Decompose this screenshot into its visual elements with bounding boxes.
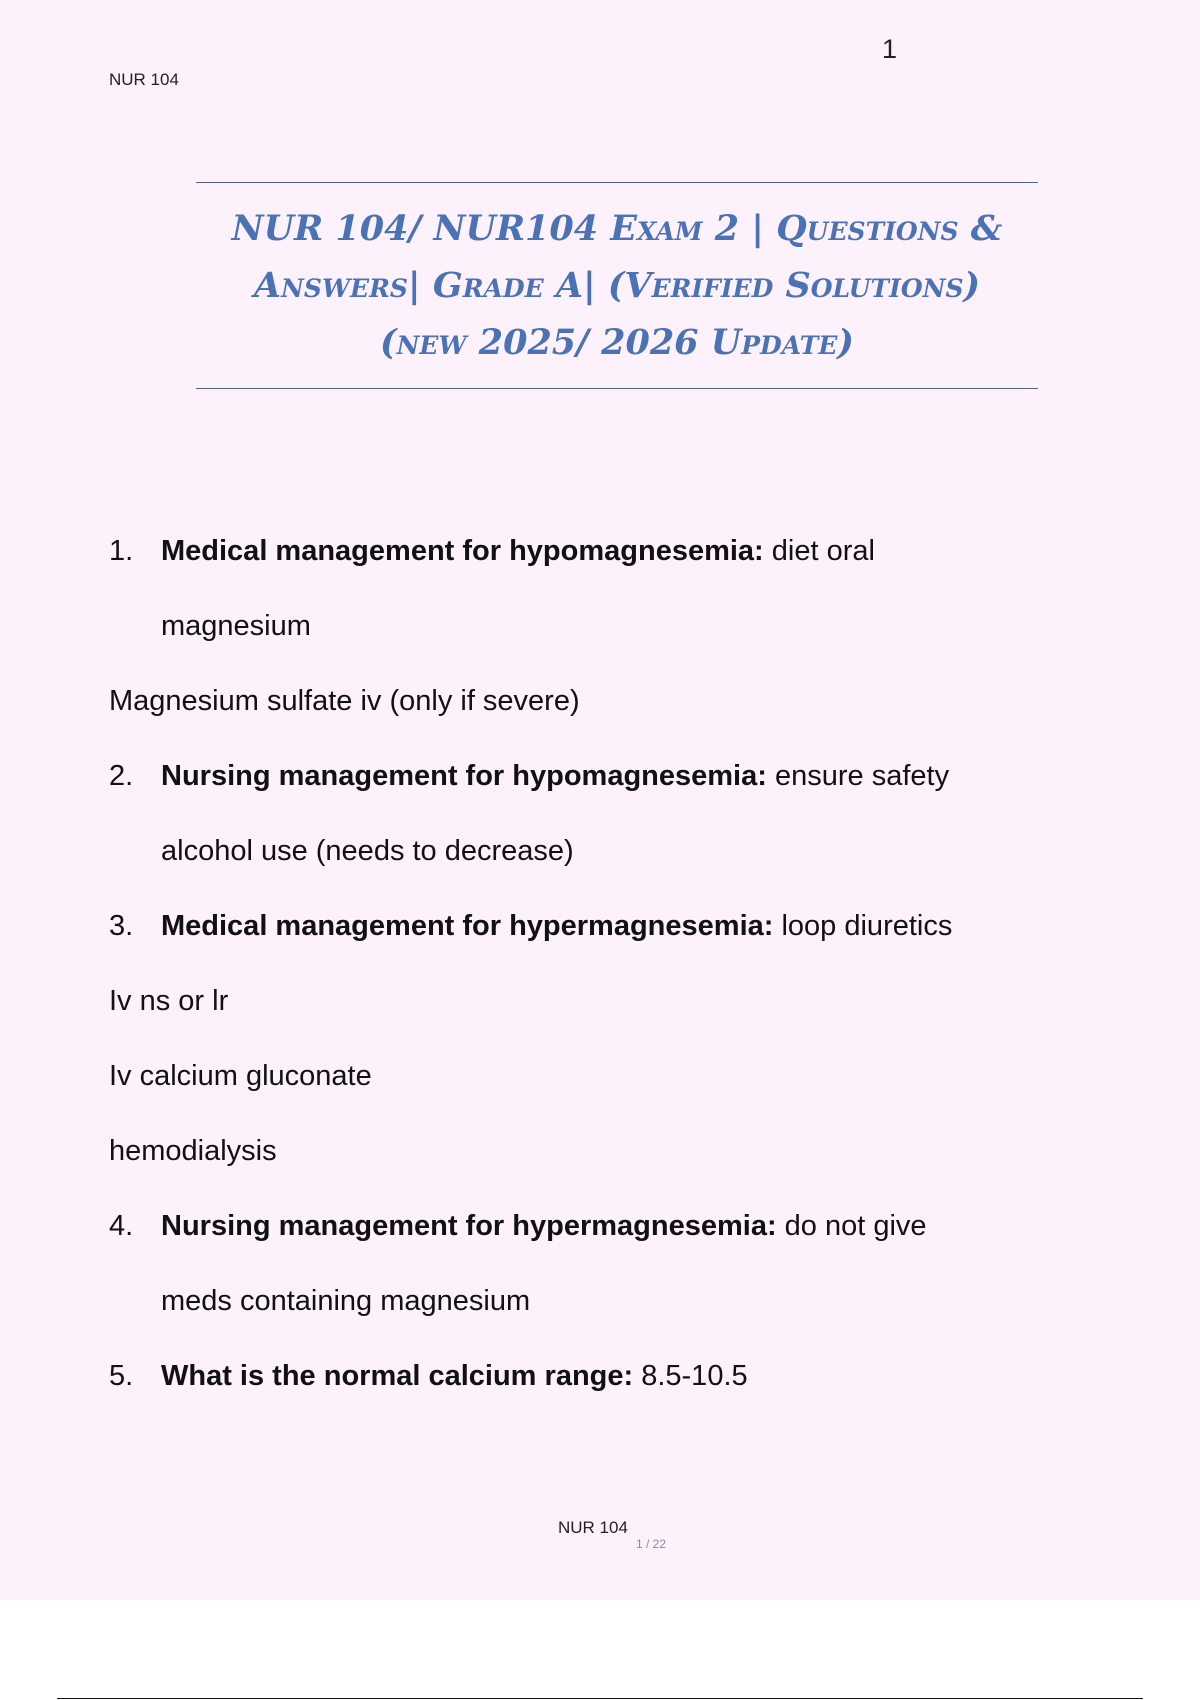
item-extra-line: Magnesium sulfate iv (only if severe) xyxy=(109,685,580,717)
item-number: 1. xyxy=(109,535,134,567)
item-number: 2. xyxy=(109,760,134,792)
item-answer: diet oral xyxy=(763,535,875,567)
item-answer: 8.5-10.5 xyxy=(633,1360,748,1392)
item-answer-continued: meds containing magnesium xyxy=(161,1285,531,1317)
item-answer-continued: alcohol use (needs to decrease) xyxy=(161,835,574,867)
list-item xyxy=(109,518,1069,593)
title-line-1: NUR 104/ NUR104 Exam 2 | Questions & xyxy=(231,208,1003,249)
list-item xyxy=(109,1343,1069,1418)
item-answer: loop diuretics xyxy=(773,910,953,942)
list-item xyxy=(109,1193,1069,1268)
item-number: 4. xyxy=(109,1210,134,1242)
item-question: Medical management for hypermagnesemia: xyxy=(161,910,774,942)
page-number: 1 xyxy=(882,34,898,64)
item-question: Nursing management for hypomagnesemia: xyxy=(161,760,767,792)
item-extra-line: Iv ns or lr xyxy=(109,985,229,1017)
item-answer-continued: magnesium xyxy=(161,610,311,642)
list-item xyxy=(109,893,1069,968)
title-block xyxy=(196,182,1038,389)
item-extra-line: hemodialysis xyxy=(109,1135,277,1167)
list-item xyxy=(109,743,1069,818)
item-question: Medical management for hypomagnesemia: xyxy=(161,535,764,567)
item-question: Nursing management for hypermagnesemia: xyxy=(161,1210,777,1242)
item-answer: ensure safety xyxy=(766,760,950,792)
item-question: What is the normal calcium range: xyxy=(161,1360,634,1392)
title-line-3: (new 2025/ 2026 Update) xyxy=(380,322,854,363)
bottom-divider xyxy=(57,1698,1143,1699)
item-number: 3. xyxy=(109,910,134,942)
title-line-2: Answers| Grade A| (Verified Solutions) xyxy=(253,265,981,306)
header-course-code: NUR 104 xyxy=(109,70,179,89)
page-indicator: 1 / 22 xyxy=(636,1537,667,1551)
item-number: 5. xyxy=(109,1360,134,1392)
qa-list xyxy=(109,518,1069,1418)
item-extra-line: Iv calcium gluconate xyxy=(109,1060,372,1092)
document-title xyxy=(196,200,1038,371)
footer-course-code: NUR 104 xyxy=(558,1518,628,1537)
item-answer: do not give xyxy=(776,1210,927,1242)
